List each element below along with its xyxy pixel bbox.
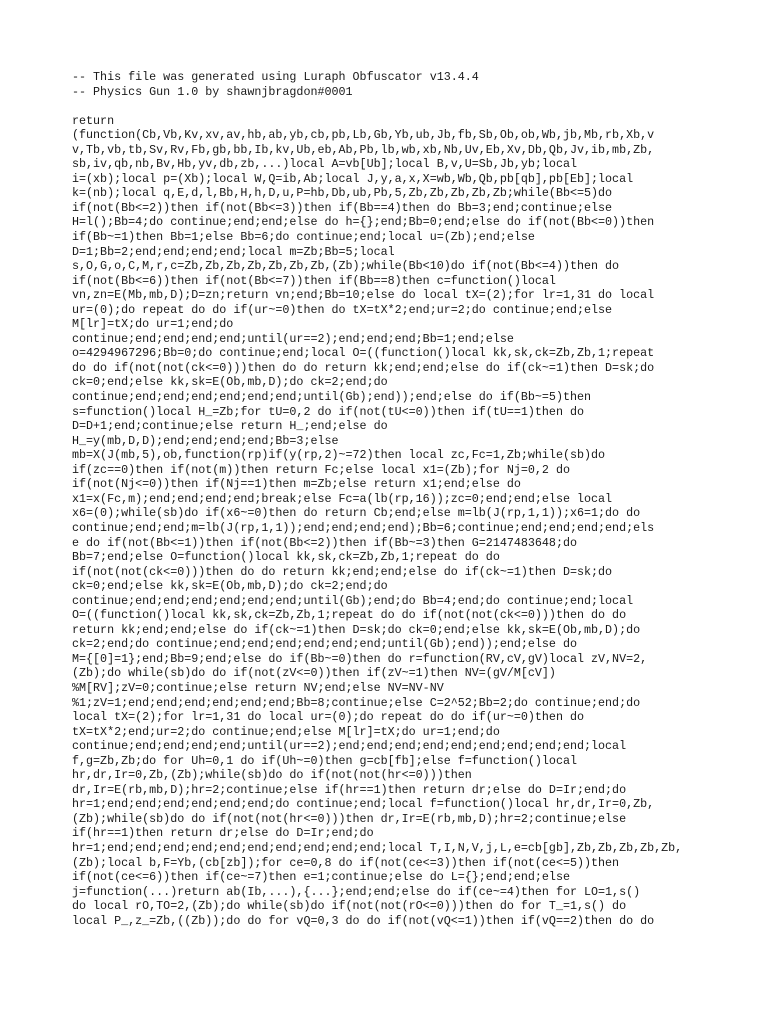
- code-line: s,O,G,o,C,M,r,c=Zb,Zb,Zb,Zb,Zb,Zb,Zb,(Zb);while(Bb<10)do if(not(Bb<=4))then do: [72, 259, 620, 274]
- code-line: continue;end;end;end;end;end;end;until(Gb);end));end;else do if(Bb~=5)then: [72, 390, 592, 405]
- code-line: continue;end;end;end;end;until(ur==2);end;end;end;end;end;end;end;end;end;local: [72, 739, 627, 754]
- code-line: (Zb);local b,F=Yb,(cb[zb]);for ce=0,8 do if(not(ce<=3))then if(not(ce<=5))then: [72, 855, 620, 870]
- code-line: D=1;Bb=2;end;end;end;end;local m=Zb;Bb=5;local: [72, 244, 395, 259]
- code-line: hr=1;end;end;end;end;end;end;do continue;end;local f=function()local hr,dr,Ir=0,Zb,: [72, 797, 655, 812]
- code-line: (Zb);do while(sb)do do if(not(zV<=0))then if(zV~=1)then NV=(gV/M[cV]): [72, 666, 556, 681]
- code-line: ck=0;end;else kk,sk=E(Ob,mb,D);do ck=2;end;do: [72, 375, 388, 390]
- code-line: if(not(ce<=6))then if(ce~=7)then e=1;continue;else do L={};end;end;else: [72, 870, 570, 885]
- code-line: hr,dr,Ir=0,Zb,(Zb);while(sb)do do if(not(not(hr<=0)))then: [72, 768, 472, 783]
- code-line: %M[RV];zV=0;continue;else return NV;end;else NV=NV-NV: [72, 680, 444, 695]
- code-line: (function(Cb,Vb,Kv,xv,av,hb,ab,yb,cb,pb,Lb,Gb,Yb,ub,Jb,fb,Sb,Ob,ob,Wb,jb,Mb,rb,Xb,v: [72, 128, 655, 143]
- code-line: if(not(Bb<=2))then if(not(Bb<=3))then if(Bb==4)then do Bb=3;end;continue;else: [72, 200, 613, 215]
- code-line: M={[0]=1};end;Bb=9;end;else do if(Bb~=0)then do r=function(RV,cV,gV)local zV,NV=2,: [72, 651, 648, 666]
- code-line: f,g=Zb,Zb;do for Uh=0,1 do if(Uh~=0)then g=cb[fb];else f=function()local: [72, 753, 577, 768]
- code-line: if(not(not(ck<=0)))then do do return kk;end;end;else do if(ck~=1)then D=sk;do: [72, 564, 613, 579]
- code-line: if(not(Bb<=6))then if(not(Bb<=7))then if(Bb==8)then c=function()local: [72, 273, 556, 288]
- code-line: j=function(...)return ab(Ib,...),{...};end;end;else do if(ce~=4)then for LO=1,s(): [72, 884, 641, 899]
- code-line: Bb=7;end;else O=function()local kk,sk,ck=Zb,Zb,1;repeat do do: [72, 550, 500, 565]
- code-line: local tX=(2);for lr=1,31 do local ur=(0);do repeat do do if(ur~=0)then do: [72, 710, 584, 725]
- code-line: H=l();Bb=4;do continue;end;end;else do h={};end;Bb=0;end;else do if(not(Bb<=0))then: [72, 215, 655, 230]
- code-line: if(hr==1)then return dr;else do D=Ir;end;do: [72, 826, 374, 841]
- code-line: return kk;end;end;else do if(ck~=1)then D=sk;do ck=0;end;else kk,sk=E(Ob,mb,D);do: [72, 622, 641, 637]
- code-line: -- This file was generated using Luraph Obfuscator v13.4.4: [72, 70, 479, 84]
- code-line: ck=2;end;do continue;end;end;end;end;end;end;until(Gb);end));end;else do: [72, 637, 577, 652]
- code-line: D=D+1;end;continue;else return H_;end;else do: [72, 419, 388, 434]
- code-line: if(Bb~=1)then Bb=1;else Bb=6;do continue;end;local u=(Zb);end;else: [72, 230, 535, 245]
- code-line: [72, 99, 698, 114]
- code-line: (Zb);while(sb)do do if(not(not(hr<=0)))then dr,Ir=E(rb,mb,D);hr=2;continue;else: [72, 811, 627, 826]
- code-line: O=((function()local kk,sk,ck=Zb,Zb,1;repeat do do if(not(not(ck<=0)))then do do: [72, 608, 627, 623]
- code-line: sb,iv,qb,nb,Bv,Hb,yv,db,zb,...)local A=vb[Ub];local B,v,U=Sb,Jb,yb;local: [72, 157, 577, 172]
- code-line: -- Physics Gun 1.0 by shawnjbragdon#0001: [72, 84, 353, 99]
- code-line: vn,zn=E(Mb,mb,D);D=zn;return vn;end;Bb=10;else do local tX=(2);for lr=1,31 do local: [72, 288, 655, 303]
- code-line: mb=X(J(mb,5),ob,function(rp)if(y(rp,2)~=72)then local zc,Fc=1,Zb;while(sb)do: [72, 448, 606, 463]
- code-line: continue;end;end;end;end;until(ur==2);end;end;end;Bb=1;end;else: [72, 331, 514, 346]
- code-line: dr,Ir=E(rb,mb,D);hr=2;continue;else if(hr==1)then return dr;else do D=Ir;end;do: [72, 782, 627, 797]
- code-line: do do if(not(not(ck<=0)))then do do return kk;end;end;else do if(ck~=1)then D=sk;do: [72, 360, 655, 375]
- code-line: x1=x(Fc,m);end;end;end;end;break;else Fc=a(lb(rp,16));zc=0;end;end;else local: [72, 491, 613, 506]
- code-line: ck=0;end;else kk,sk=E(Ob,mb,D);do ck=2;end;do: [72, 579, 388, 594]
- code-line: tX=tX*2;end;ur=2;do continue;end;else M[lr]=tX;do ur=1;end;do: [72, 724, 500, 739]
- code-line: %1;zV=1;end;end;end;end;end;end;Bb=8;continue;else C=2^52;Bb=2;do continue;end;do: [72, 695, 641, 710]
- code-line: M[lr]=tX;do ur=1;end;do: [72, 317, 234, 332]
- code-listing: [72, 70, 698, 928]
- code-line: x6=(0);while(sb)do if(x6~=0)then do return Cb;end;else m=lb(J(rp,1,1));x6=1;do do: [72, 506, 641, 521]
- code-line: if(zc==0)then if(not(m))then return Fc;else local x1=(Zb);for Nj=0,2 do: [72, 462, 570, 477]
- code-line: return: [72, 113, 115, 128]
- code-line: o=4294967296;Bb=0;do continue;end;local O=((function()local kk,sk,ck=Zb,Zb,1;repeat: [72, 346, 655, 361]
- code-line: continue;end;end;end;end;end;end;until(Gb);end;do Bb=4;end;do continue;end;local: [72, 593, 634, 608]
- code-line: i=(xb);local p=(Xb);local W,Q=ib,Ab;local J,y,a,x,X=wb,Wb,Qb,pb[qb],pb[Eb];local: [72, 171, 634, 186]
- code-line: hr=1;end;end;end;end;end;end;end;end;end;end;local T,I,N,V,j,L,e=cb[gb],Zb,Zb,Zb,Zb,Zb,: [72, 840, 683, 855]
- code-line: s=function()local H_=Zb;for tU=0,2 do if(not(tU<=0))then if(tU==1)then do: [72, 404, 584, 419]
- code-line: do local rO,TO=2,(Zb);do while(sb)do if(not(not(rO<=0)))then do for T_=1,s() do: [72, 899, 627, 914]
- code-line: continue;end;end;m=lb(J(rp,1,1));end;end;end;end);Bb=6;continue;end;end;end;end;els: [72, 520, 655, 535]
- code-line: e do if(not(Bb<=1))then if(not(Bb<=2))then if(Bb~=3)then G=2147483648;do: [72, 535, 577, 550]
- code-line: v,Tb,vb,tb,Sv,Rv,Fb,gb,bb,Ib,kv,Ub,eb,Ab,Pb,lb,wb,xb,Nb,Uv,Eb,Xv,Db,Qb,Jv,ib,mb,Zb,: [72, 142, 655, 157]
- code-line: H_=y(mb,D,D);end;end;end;end;Bb=3;else: [72, 433, 339, 448]
- code-line: ur=(0);do repeat do do if(ur~=0)then do tX=tX*2;end;ur=2;do continue;end;else: [72, 302, 613, 317]
- code-line: if(not(Nj<=0))then if(Nj==1)then m=Zb;else return x1;end;else do: [72, 477, 521, 492]
- code-line: local P_,z_=Zb,((Zb));do do for vQ=0,3 do do if(not(vQ<=1))then if(vQ==2)then do do: [72, 913, 655, 928]
- code-line: k=(nb);local q,E,d,l,Bb,H,h,D,u,P=hb,Db,ub,Pb,5,Zb,Zb,Zb,Zb,Zb;while(Bb<=5)do: [72, 186, 613, 201]
